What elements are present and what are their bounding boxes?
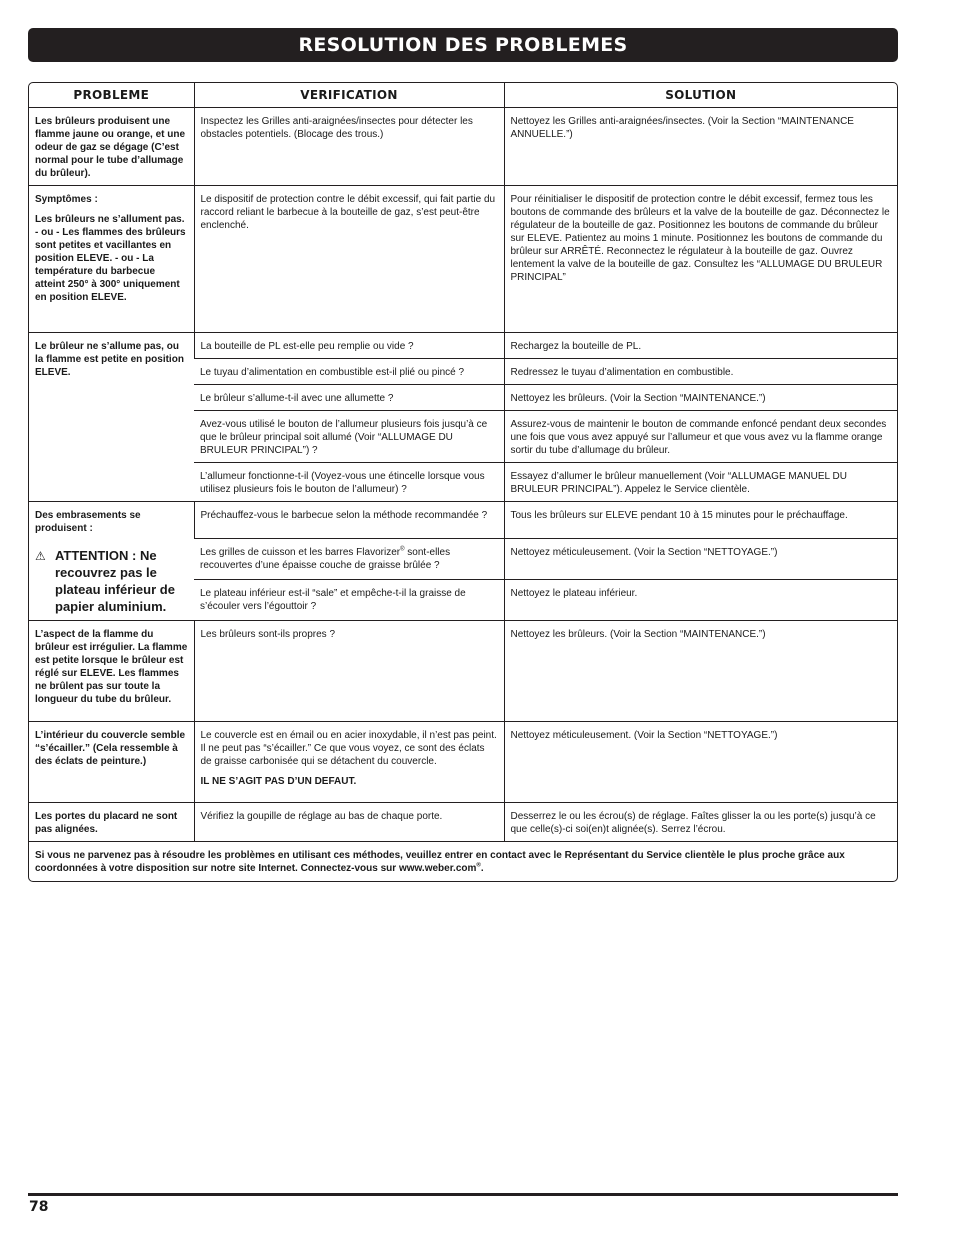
solution-cell: Rechargez la bouteille de PL.	[504, 333, 897, 359]
solution-cell: Nettoyez méticuleusement. (Voir la Section “NETTOYAGE.”)	[504, 538, 897, 579]
verification-cell: Les brûleurs sont-ils propres ?	[194, 621, 504, 722]
table-row	[29, 722, 897, 803]
table-header-row	[29, 83, 897, 108]
warning-text: ATTENTION : Ne recouvrez pas le plateau inférieur de papier aluminium.	[55, 548, 175, 614]
page-title: RESOLUTION DES PROBLEMES	[28, 28, 898, 62]
verification-cell: Vérifiez la goupille de réglage au bas de chaque porte.	[194, 803, 504, 842]
verification-cell: Inspectez les Grilles anti-araignées/insectes pour détecter les obstacles potentiels. (Blocage des trous.)	[194, 108, 504, 186]
table-row	[29, 621, 897, 722]
verification-text-start: Les grilles de cuisson et les barres Flavorizer	[200, 546, 401, 558]
verification-text-end: sont-elles recouvertes d’une épaisse couche de graisse brûlée ?	[200, 546, 451, 571]
solution-cell: Essayez d’allumer le brûleur manuellement (Voir “ALLUMAGE MANUEL DU BRULEUR PRINCIPAL”). Appelez le Service clientèle.	[504, 463, 897, 502]
flare-up-text: Des embrasements se produisent :	[35, 510, 141, 534]
solution-cell: Assurez-vous de maintenir le bouton de commande enfoncé pendant deux secondes une fois que vous avez appuyé sur l’allumeur et que vous avez vu la flamme orange sortir du tube d’allumage du brûleur.	[504, 411, 897, 463]
verification-cell: Avez-vous utilisé le bouton de l’allumeur plusieurs fois jusqu’à ce que le brûleur principal soit allumé (Voir “ALLUMAGE DU BRULEUR PRINCIPAL”) ?	[194, 411, 504, 463]
symptoms-text: Les brûleurs ne s’allument pas. - ou - Les flammes des brûleurs sont petites et vacillantes en position ELEVE. - ou - La température du barbecue atteint 250° à 300° uniquement en position ELEVE.	[35, 214, 186, 303]
header-problem: PROBLEME	[29, 83, 194, 108]
problem-cell: Les portes du placard ne sont pas alignées.	[29, 803, 194, 842]
table-footer-row	[29, 842, 897, 882]
contact-footer	[29, 842, 897, 882]
troubleshooting-table	[28, 82, 898, 882]
verification-text: Le couvercle est en émail ou en acier inoxydable, il n’est pas peint. Il ne peut pas “s’écailler.” Ce que vous voyez, ce sont des éclats de graisse carbonisée qui se détachent du couvercle.	[200, 730, 497, 767]
warning-notice	[35, 547, 188, 615]
registered-mark: ®	[400, 546, 405, 553]
page-number: 78	[29, 1199, 49, 1215]
verification-cell	[194, 722, 504, 803]
table-row	[29, 803, 897, 842]
solution-cell: Nettoyez les brûleurs. (Voir la Section “MAINTENANCE.”)	[504, 621, 897, 722]
footer-period: .	[480, 863, 484, 874]
problem-cell: Le brûleur ne s’allume pas, ou la flamme est petite en position ELEVE.	[29, 333, 194, 502]
table-row	[29, 333, 897, 359]
table-row	[29, 502, 897, 539]
verification-cell	[194, 538, 504, 579]
verification-cell: Le plateau inférieur est-il “sale” et empêche-t-il la graisse de s’écouler vers l’égouttoir ?	[194, 579, 504, 620]
header-verification: VERIFICATION	[194, 83, 504, 108]
symptoms-label: Symptômes :	[35, 194, 98, 205]
solution-cell: Pour réinitialiser le dispositif de protection contre le débit excessif, fermez tous les boutons de commande des brûleurs et la valve de la bouteille de gaz. Déconnectez le régulateur de la bouteille de gaz. Positionnez les boutons de commande du brûleur sur ELEVE. Patientez au moins 1 minute. Positionnez les boutons de commande du brûleur sur ARRÊTÉ. Reconnectez le régulateur à la bouteille de gaz. Ouvrez lentement la valve de la bouteille de gaz. Consultez les “ALLUMAGE DU BRULEUR PRINCIPAL”	[504, 186, 897, 333]
registered-mark: ®	[476, 862, 481, 869]
table-row	[29, 186, 897, 333]
solution-cell: Desserrez le ou les écrou(s) de réglage. Faîtes glisser la ou les porte(s) jusqu’à ce que celle(s)-ci soi(en)t alignée(s). Serrez l’écrou.	[504, 803, 897, 842]
solution-cell: Nettoyez les brûleurs. (Voir la Section “MAINTENANCE.”)	[504, 385, 897, 411]
solution-cell: Nettoyez le plateau inférieur.	[504, 579, 897, 620]
problem-cell	[29, 186, 194, 333]
not-a-defect-note: IL NE S’AGIT PAS D’UN DEFAUT.	[200, 776, 357, 787]
problem-cell	[29, 502, 194, 621]
table-row	[29, 108, 897, 186]
verification-cell: Le brûleur s’allume-t-il avec une allumette ?	[194, 385, 504, 411]
footer-text: Si vous ne parvenez pas à résoudre les problèmes en utilisant ces méthodes, veuillez entrer en contact avec le Représentant du Service clientèle le plus proche grâce aux coordonnées à votre disposition sur notre site Internet. Connectez-vous sur www.weber.com	[35, 850, 845, 874]
warning-triangle-icon: ⚠	[35, 549, 46, 563]
solution-cell: Redressez le tuyau d’alimentation en combustible.	[504, 359, 897, 385]
solution-cell: Nettoyez méticuleusement. (Voir la Section “NETTOYAGE.”)	[504, 722, 897, 803]
verification-cell: La bouteille de PL est-elle peu remplie ou vide ?	[194, 333, 504, 359]
verification-cell: Le tuyau d’alimentation en combustible est-il plié ou pincé ?	[194, 359, 504, 385]
solution-cell: Tous les brûleurs sur ELEVE pendant 10 à 15 minutes pour le préchauffage.	[504, 502, 897, 539]
footer-rule	[28, 1193, 898, 1196]
problem-cell: L’aspect de la flamme du brûleur est irrégulier. La flamme est petite lorsque le brûleur est réglé sur ELEVE. Les flammes ne brûlent pas sur toute la longueur du tube du brûleur.	[29, 621, 194, 722]
verification-cell: L’allumeur fonctionne-t-il (Voyez-vous une étincelle lorsque vous utilisez plusieurs fois le bouton de l’allumeur) ?	[194, 463, 504, 502]
solution-cell: Nettoyez les Grilles anti-araignées/insectes. (Voir la Section “MAINTENANCE ANNUELLE.”)	[504, 108, 897, 186]
problem-cell: Les brûleurs produisent une flamme jaune ou orange, et une odeur de gaz se dégage (C’est normal pour le tube d’allumage du brûleur).	[29, 108, 194, 186]
problem-cell: L’intérieur du couvercle semble “s’écailler.” (Cela ressemble à des éclats de peinture.)	[29, 722, 194, 803]
verification-cell: Le dispositif de protection contre le débit excessif, qui fait partie du raccord reliant le barbecue à la bouteille de gaz, s’est peut-être enclenché.	[194, 186, 504, 333]
verification-cell: Préchauffez-vous le barbecue selon la méthode recommandée ?	[194, 502, 504, 539]
header-solution: SOLUTION	[504, 83, 897, 108]
